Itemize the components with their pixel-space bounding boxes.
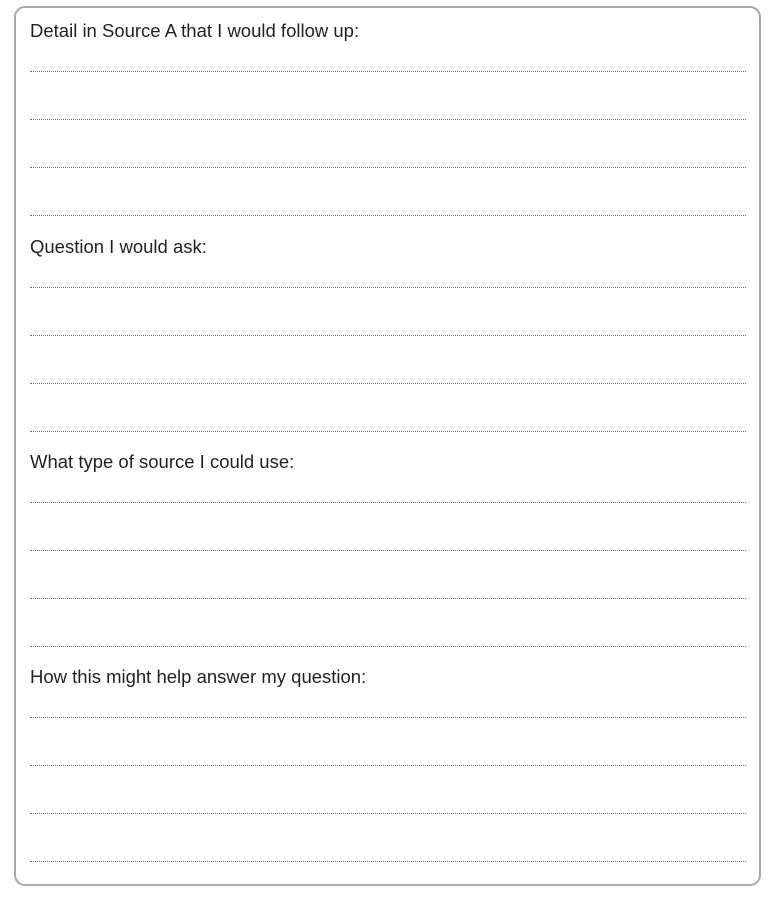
answer-line[interactable]: [30, 167, 746, 168]
answer-line[interactable]: [30, 287, 746, 288]
answer-line[interactable]: [30, 813, 746, 814]
prompt-detail: Detail in Source A that I would follow up:: [30, 20, 360, 41]
prompt-question: Question I would ask:: [30, 236, 207, 257]
answer-line[interactable]: [30, 861, 746, 862]
answer-line[interactable]: [30, 550, 746, 551]
answer-line[interactable]: [30, 765, 746, 766]
answer-line[interactable]: [30, 335, 746, 336]
answer-line[interactable]: [30, 215, 746, 216]
prompt-how-help: How this might help answer my question:: [30, 666, 367, 687]
answer-line[interactable]: [30, 119, 746, 120]
answer-line[interactable]: [30, 502, 746, 503]
answer-line[interactable]: [30, 431, 746, 432]
prompt-source-type: What type of source I could use:: [30, 451, 295, 472]
answer-line[interactable]: [30, 598, 746, 599]
answer-box: [14, 6, 761, 886]
answer-line[interactable]: [30, 646, 746, 647]
answer-line[interactable]: [30, 71, 746, 72]
answer-line[interactable]: [30, 717, 746, 718]
answer-line[interactable]: [30, 383, 746, 384]
